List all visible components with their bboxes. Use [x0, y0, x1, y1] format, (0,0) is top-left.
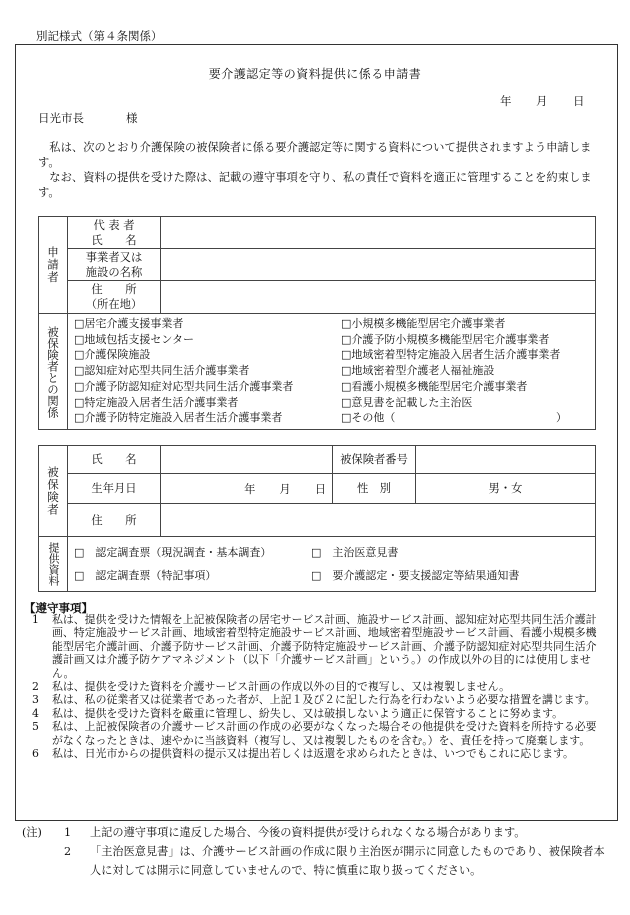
footnote-item: 「主治医意見書」は、介護サービス計画の作成に限り主治医が開示に同意したものであり、被保険者本人に対しては開示に同意していませんので、特に慎重に取り扱ってください。	[90, 845, 605, 877]
sex-label: 性 別	[333, 474, 416, 504]
materials-group-cell	[39, 537, 68, 592]
addressee-honorific: 様	[126, 111, 138, 125]
relation-option[interactable]: □介護予防小規模多機能型居宅介護事業者	[341, 332, 550, 346]
note-item: 6 私は、日光市からの提供資料の提示又は提出若しくは返還を求められたときは、いつでもこれに応じます。	[32, 747, 574, 761]
relation-group-cell	[39, 314, 68, 430]
insured-address-field[interactable]	[161, 504, 596, 537]
insured-table	[38, 445, 596, 592]
relation-group-label: 被保険者との関係	[46, 325, 60, 418]
note-item: 3 私は、私の従業者又は従業者であった者が、上記１及び２に記した行為を行わないよう必要な措置を講じます。	[32, 693, 596, 707]
relation-option[interactable]: □地域包括支援センター	[74, 332, 194, 346]
materials-group-label: 提供資料	[47, 542, 60, 586]
applicant-table	[38, 216, 596, 430]
insured-group-cell	[39, 446, 68, 537]
relation-option[interactable]: □小規模多機能型居宅介護事業者	[341, 317, 506, 330]
representative-field[interactable]	[161, 217, 596, 249]
relation-option[interactable]: □地域密着型介護老人福祉施設	[341, 364, 495, 378]
footnote: (注) 1 上記の遵守事項に違反した場合、今後の資料提供が受けられなくなる場合があります。 2 「主治医意見書」は、介護サービス計画の作成に限り主治医が開示に同意したものであり、被保険者本人に対しては開示に同意していませんので、特に慎重に取り扱ってください。	[22, 823, 612, 880]
relation-option[interactable]: □居宅介護支援事業者	[74, 317, 184, 330]
intro-paragraph: なお、資料の提供を受けた際は、記載の遵守事項を守り、私の責任で資料を適正に管理することを約束します。	[38, 171, 592, 199]
material-option[interactable]: □ 認定調査票（現況調査・基本調査）	[74, 546, 272, 559]
business-name-field[interactable]	[161, 249, 596, 281]
insured-name-label: 氏 名	[68, 446, 161, 474]
footnote-lead: (注)	[22, 826, 42, 839]
form-label: 別記様式（第４条関係）	[36, 29, 163, 43]
insured-address-label: 住 所	[68, 504, 161, 537]
relation-option[interactable]: □看護小規模多機能型居宅介護事業者	[341, 379, 528, 393]
footnote-item: 上記の遵守事項に違反した場合、今後の資料提供が受けられなくなる場合があります。	[90, 826, 526, 839]
date-line	[500, 93, 585, 109]
insured-name-field[interactable]	[161, 446, 333, 474]
notes-list	[32, 613, 602, 760]
date-month: 月	[536, 94, 548, 108]
business-name-label: 事業者又は 施設の名称	[68, 249, 161, 281]
note-item: 1 私は、提供を受けた情報を上記被保険者の居宅サービス計画、施設サービス計画、認知症対応型共同生活介護計画、特定施設サービス計画、地域密着型特定施設サービス計画、地域密着型施設サービス計画、看護小規模多機能型居宅介護計画、介護予防サービス計画、介護予防特定施設サービス計画、介護予防認知症対応型共同生活介護計画又は介護予防ケアマネジメント（以下「介護サービス計画」という。）の作成以外の目的には使用しません。	[32, 613, 597, 680]
relation-option-other[interactable]: □その他（ ）	[341, 411, 567, 425]
relation-right-column	[335, 314, 573, 428]
representative-label: 代 表 者 氏 名	[68, 217, 161, 249]
addressee	[38, 110, 138, 126]
note-item: 2 私は、提供を受けた資料を介護サービス計画の作成以外の目的で複写し、又は複製しません。	[32, 680, 511, 694]
page-title: 要介護認定等の資料提供に係る申請書	[208, 67, 422, 81]
note-item: 5 私は、上記被保険者の介護サービス計画の作成の必要がなくなった場合その他提供を受けた資料を所持する必要がなくなったときは、速やかに当該資料（複写し、又は複製したものを含む。）を、責任を持って廃棄します。	[32, 720, 597, 747]
intro-paragraph: 私は、次のとおり介護保険の被保険者に係る要介護認定等に関する資料について提供されますよう申請します。	[38, 141, 592, 169]
relation-option[interactable]: □介護保険施設	[74, 348, 151, 362]
intro-text	[38, 140, 593, 200]
date-day: 日	[573, 94, 585, 108]
material-option[interactable]: □ 要介護認定・要支援認定等結果通知書	[311, 569, 520, 582]
material-option[interactable]: □ 主治医意見書	[311, 546, 399, 559]
applicant-group-label: 申請者	[46, 246, 60, 284]
birthdate-label: 生年月日	[68, 474, 161, 504]
applicant-group-cell	[39, 217, 68, 314]
relation-option[interactable]: □介護予防特定施設入居者生活介護事業者	[74, 411, 283, 425]
applicant-address-label: 住 所 （所在地）	[68, 281, 161, 314]
date-year: 年	[500, 94, 512, 108]
relation-option[interactable]: □認知症対応型共同生活介護事業者	[74, 364, 250, 378]
insured-group-label: 被保険者	[46, 466, 60, 516]
insured-number-field[interactable]	[416, 446, 596, 474]
insured-number-label: 被保険者番号	[333, 446, 416, 474]
note-item: 4 私は、提供を受けた資料を厳重に管理し、紛失し、又は破損しないよう適正に保管することに努めます。	[32, 706, 563, 720]
relation-option[interactable]: □介護予防認知症対応型共同生活介護事業者	[74, 379, 294, 393]
material-option[interactable]: □ 認定調査票（特記事項）	[74, 569, 217, 582]
relation-option[interactable]: □特定施設入居者生活介護事業者	[74, 395, 239, 409]
relation-option[interactable]: □意見書を記載した主治医	[341, 395, 473, 409]
relation-left-column	[68, 314, 335, 428]
sex-field[interactable]: 男・女	[416, 474, 596, 504]
materials-options	[68, 537, 596, 592]
addressee-name: 日光市長	[38, 111, 84, 125]
birthdate-field[interactable]: 年 月 日	[161, 474, 333, 504]
applicant-address-field[interactable]	[161, 281, 596, 314]
relation-option[interactable]: □地域密着型特定施設入居者生活介護事業者	[341, 348, 561, 362]
notes-heading: 【遵守事項】	[24, 601, 93, 615]
relation-options	[68, 314, 596, 430]
